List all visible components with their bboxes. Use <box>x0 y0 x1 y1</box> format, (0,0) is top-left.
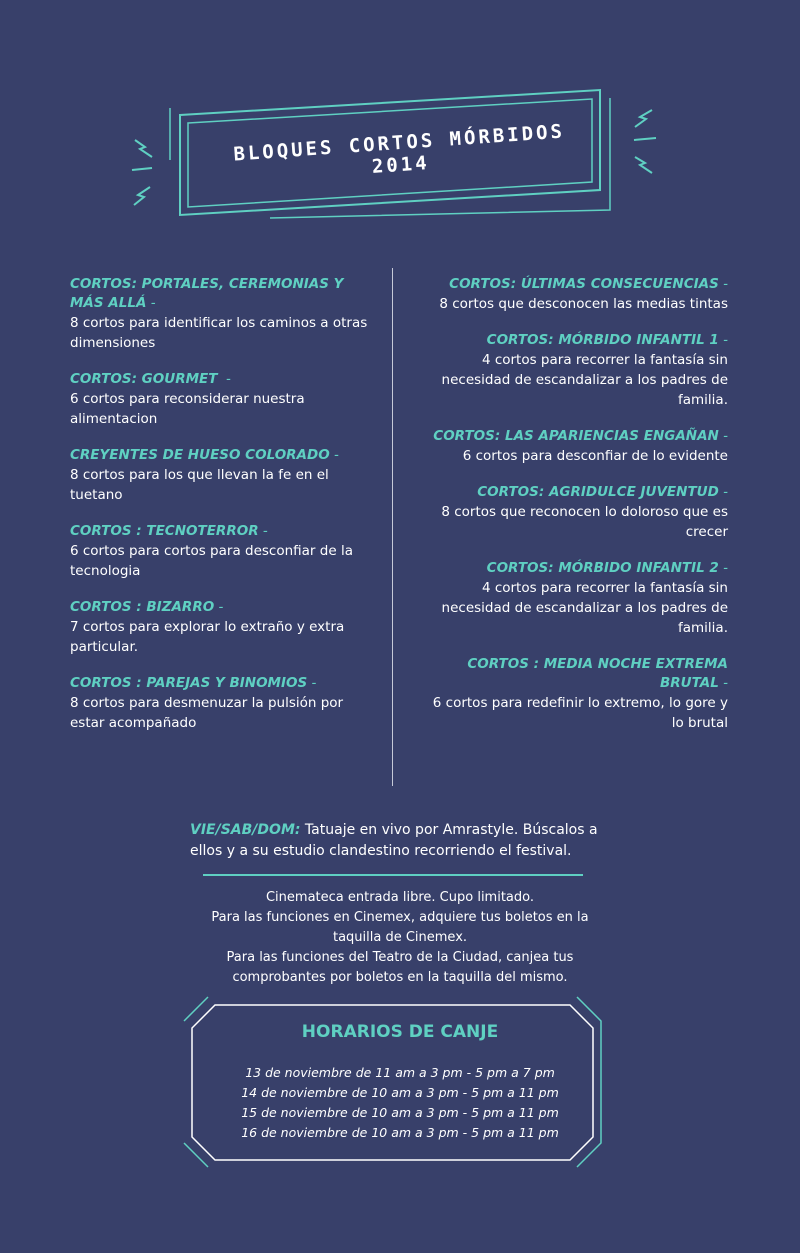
entry-description: 7 cortos para explorar lo extraño y extra particular. <box>70 619 345 655</box>
tattoo-note <box>190 820 610 862</box>
entry-description: 6 cortos para redefinir lo extremo, lo gore y lo brutal <box>432 695 728 731</box>
list-item <box>70 522 370 581</box>
list-item <box>70 446 370 505</box>
list-item <box>428 331 728 410</box>
info-block <box>190 888 610 988</box>
schedule-list <box>200 1063 600 1143</box>
tattoo-note-text: Tatuaje en vivo por Amrastyle. Búscalos a ellos y a su estudio clandestino recorriendo el festival. <box>190 822 598 859</box>
entry-title: CORTOS : TECNOTERROR - <box>70 523 268 539</box>
entry-description: 8 cortos que reconocen lo doloroso que es crecer <box>441 504 728 540</box>
list-item <box>428 275 728 314</box>
entry-title: CORTOS: GOURMET - <box>70 371 231 387</box>
info-line: Para las funciones del Teatro de la Ciudad, canjea tus comprobantes por boletos en la taquilla del mismo. <box>226 950 574 985</box>
schedule-line: 15 de noviembre de 10 am a 3 pm - 5 pm a 11 pm <box>241 1105 559 1120</box>
entry-title: CORTOS : MEDIA NOCHE EXTREMA BRUTAL - <box>467 656 728 691</box>
divider <box>203 874 583 876</box>
entry-description: 6 cortos para cortos para desconfiar de la tecnologia <box>70 543 353 579</box>
info-line: Cinemateca entrada libre. Cupo limitado. <box>265 890 535 905</box>
schedule-title: HORARIOS DE CANJE <box>301 1022 499 1042</box>
entry-description: 8 cortos para desmenuzar la pulsión por estar acompañado <box>70 695 344 731</box>
entry-description: 4 cortos para recorrer la fantasía sin necesidad de escandalizar a los padres de familia. <box>441 580 728 636</box>
column-divider <box>392 268 393 786</box>
schedule-line: 13 de noviembre de 11 am a 3 pm - 5 pm a 7 pm <box>245 1065 555 1080</box>
entry-title: CORTOS: ÚLTIMAS CONSECUENCIAS - <box>449 276 728 292</box>
entry-title: CREYENTES DE HUESO COLORADO - <box>70 447 339 463</box>
list-item <box>428 655 728 733</box>
list-item <box>70 598 370 657</box>
list-item <box>70 275 370 353</box>
lightning-bolt-icon <box>130 135 160 210</box>
schedule-line: 16 de noviembre de 10 am a 3 pm - 5 pm a 11 pm <box>241 1125 559 1140</box>
entry-description: 8 cortos que desconocen las medias tintas <box>439 296 728 312</box>
entry-description: 6 cortos para desconfiar de lo evidente <box>462 448 728 464</box>
info-line: Para las funciones en Cinemex, adquiere tus boletos en la taquilla de Cinemex. <box>211 910 589 945</box>
entry-title: CORTOS: LAS APARIENCIAS ENGAÑAN - <box>433 428 728 444</box>
entry-title: CORTOS: MÓRBIDO INFANTIL 1 - <box>486 332 728 348</box>
entry-description: 6 cortos para reconsiderar nuestra alimentacion <box>70 391 305 427</box>
list-item <box>428 427 728 466</box>
tattoo-note-label: VIE/SAB/DOM: <box>190 822 301 838</box>
entry-title: CORTOS: MÓRBIDO INFANTIL 2 - <box>486 560 728 576</box>
entry-title: CORTOS : BIZARRO - <box>70 599 224 615</box>
right-column <box>428 275 728 750</box>
lightning-bolt-icon <box>630 105 660 180</box>
entry-title: CORTOS: PORTALES, CEREMONIAS Y MÁS ALLÁ - <box>70 276 344 311</box>
entry-description: 4 cortos para recorrer la fantasía sin necesidad de escandalizar a los padres de familia. <box>441 352 728 408</box>
list-item <box>428 483 728 542</box>
entry-description: 8 cortos para los que llevan la fe en el tuetano <box>70 467 329 503</box>
entry-title: CORTOS: AGRIDULCE JUVENTUD - <box>477 484 728 500</box>
list-item <box>70 674 370 733</box>
schedule-line: 14 de noviembre de 10 am a 3 pm - 5 pm a 11 pm <box>241 1085 559 1100</box>
entry-description: 8 cortos para identificar los caminos a otras dimensiones <box>70 315 368 351</box>
left-column <box>70 275 370 750</box>
entry-title: CORTOS : PAREJAS Y BINOMIOS - <box>70 675 317 691</box>
banner-title: BLOQUES CORTOS MÓRBIDOS 2014 <box>232 120 566 178</box>
list-item <box>428 559 728 638</box>
list-item <box>70 370 370 429</box>
